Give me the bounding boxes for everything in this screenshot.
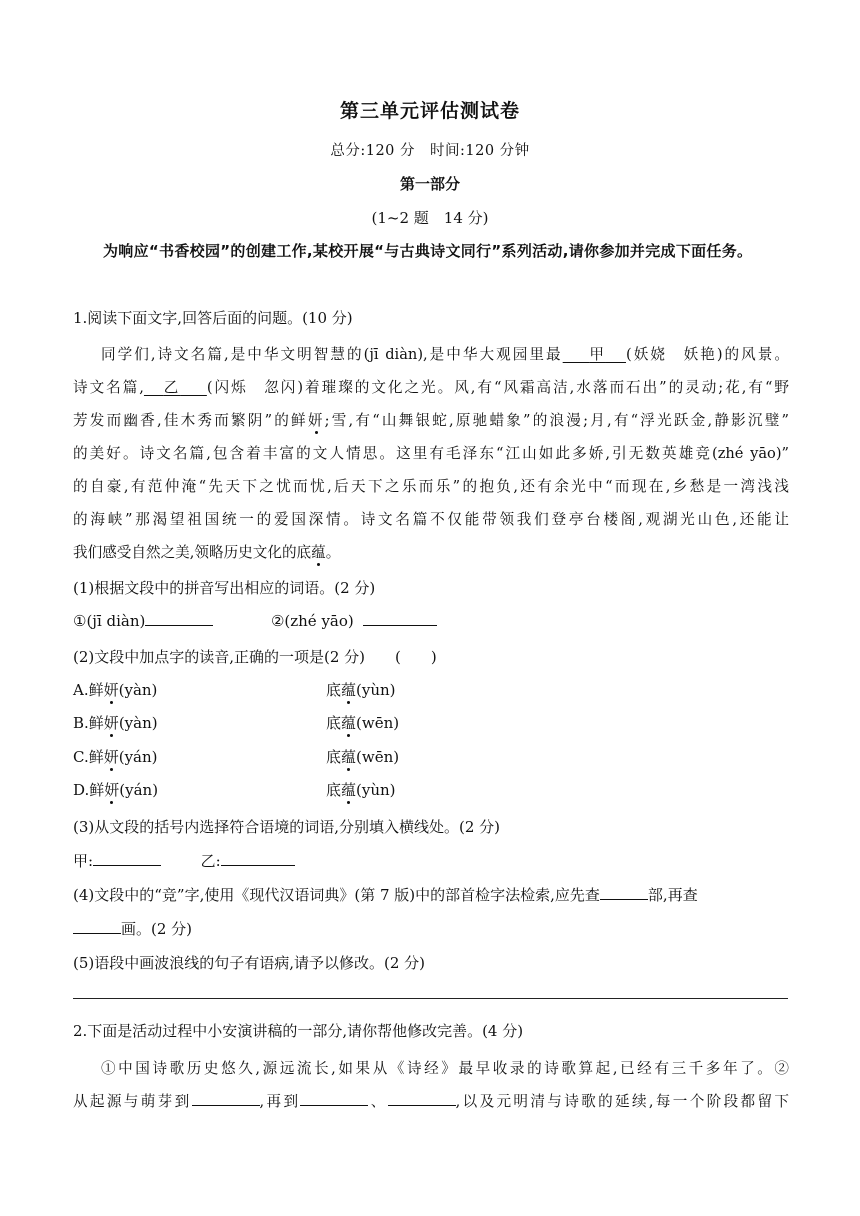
q2-line-2: 从起源与萌芽到 ,再到 、 ,以及元明清与诗歌的延续,每一个阶段都留下 [73,1093,789,1110]
option-c[interactable]: C.鲜妍(yán) 底蕴(wēn) [73,748,400,766]
passage-line-7: 我们感受自然之美,领略历史文化的底蕴。 [73,544,341,561]
q1-sub3-answers: 甲: 乙: [73,850,295,871]
passage-line-5: 的自豪,有范仲淹“先天下之忧而忧,后天下之乐而乐”的抱负,还有余光中“而现在,乡愁是一湾浅浅 [73,478,789,495]
answer-blank-jidian[interactable] [145,611,213,626]
task-intro: 为响应“书香校园”的创建工作,某校开展“与古典诗文同行”系列活动,请你参加并完成下面任务。 [103,242,753,260]
answer-blank-jia[interactable] [93,851,161,866]
passage-line-4: 的美好。诗文名篇,包含着丰富的文人情思。这里有毛泽东“江山如此多娇,引无数英雄竞(zhé yāo)” [73,445,789,462]
q1-sub2: (2)文段中加点字的读音,正确的一项是(2 分) ( ) [73,648,437,666]
q1-sub4-cont: 画。(2 分) [73,918,192,939]
option-d[interactable]: D.鲜妍(yán) 底蕴(yùn) [73,781,396,799]
section-divider [73,998,788,999]
q2-stem: 2.下面是活动过程中小安演讲稿的一部分,请你帮他修改完善。(4 分) [73,1022,524,1040]
part-heading: 第一部分 [399,175,460,193]
q1-sub3: (3)从文段的括号内选择符合语境的词语,分别填入横线处。(2 分) [73,818,501,836]
exam-score-time: 总分:120 分 时间:120 分钟 [330,143,530,159]
passage-line-3: 芳发而幽香,佳木秀而繁阴”的鲜妍;雪,有“山舞银蛇,原驰蜡象”的浪漫;月,有“浮光跃金,静影沉璧” [73,412,789,429]
answer-blank-radical[interactable] [600,885,648,900]
answer-blank-strokes[interactable] [73,919,121,934]
question-range: (1~2 题 14 分) [371,209,489,227]
blank-jia: 甲 [589,346,606,363]
q1-sub4: (4)文段中的“竞”字,使用《现代汉语词典》(第 7 版)中的部首检字法检索,应先查 部,再查 [73,886,698,904]
dotted-char-yan: 妍 [307,412,325,429]
passage-line-6: 的海峡”那渴望祖国统一的爱国深情。诗文名篇不仅能带领我们登亭台楼阁,观湖光山色,还能让 [73,511,789,528]
passage-line-1: 同学们,诗文名篇,是中华文明智慧的(jī diàn),是中华大观园里最 甲 (妖娆 妖艳)的风景。 [101,346,789,363]
blank-yi: 乙 [163,379,181,396]
option-a[interactable]: A.鲜妍(yàn) 底蕴(yùn) [73,681,396,699]
answer-blank-q2-2[interactable] [300,1091,368,1106]
dotted-char-yun: 蕴 [311,544,326,561]
answer-blank-zheyao[interactable] [363,611,437,626]
q1-sub1-answers: ①(jī diàn) ②(zhé yāo) [73,611,437,630]
q1-sub1: (1)根据文段中的拼音写出相应的词语。(2 分) [73,579,376,597]
answer-blank-q2-3[interactable] [388,1091,456,1106]
q2-line-1: ①中国诗歌历史悠久,源远流长,如果从《诗经》最早收录的诗歌算起,已经有三千多年了。② [101,1060,789,1077]
passage-line-2: 诗文名篇, 乙 (闪烁 忽闪)着璀璨的文化之光。风,有“风霜高洁,水落而石出”的灵动;花,有“野 [73,379,789,396]
exam-title: 第三单元评估测试卷 [339,100,520,122]
answer-blank-yi[interactable] [221,851,295,866]
option-b[interactable]: B.鲜妍(yàn) 底蕴(wēn) [73,714,400,732]
q1-stem: 1.阅读下面文字,回答后面的问题。(10 分) [73,309,353,327]
answer-blank-q2-1[interactable] [192,1091,260,1106]
q1-sub5: (5)语段中画波浪线的句子有语病,请予以修改。(2 分) [73,954,426,972]
